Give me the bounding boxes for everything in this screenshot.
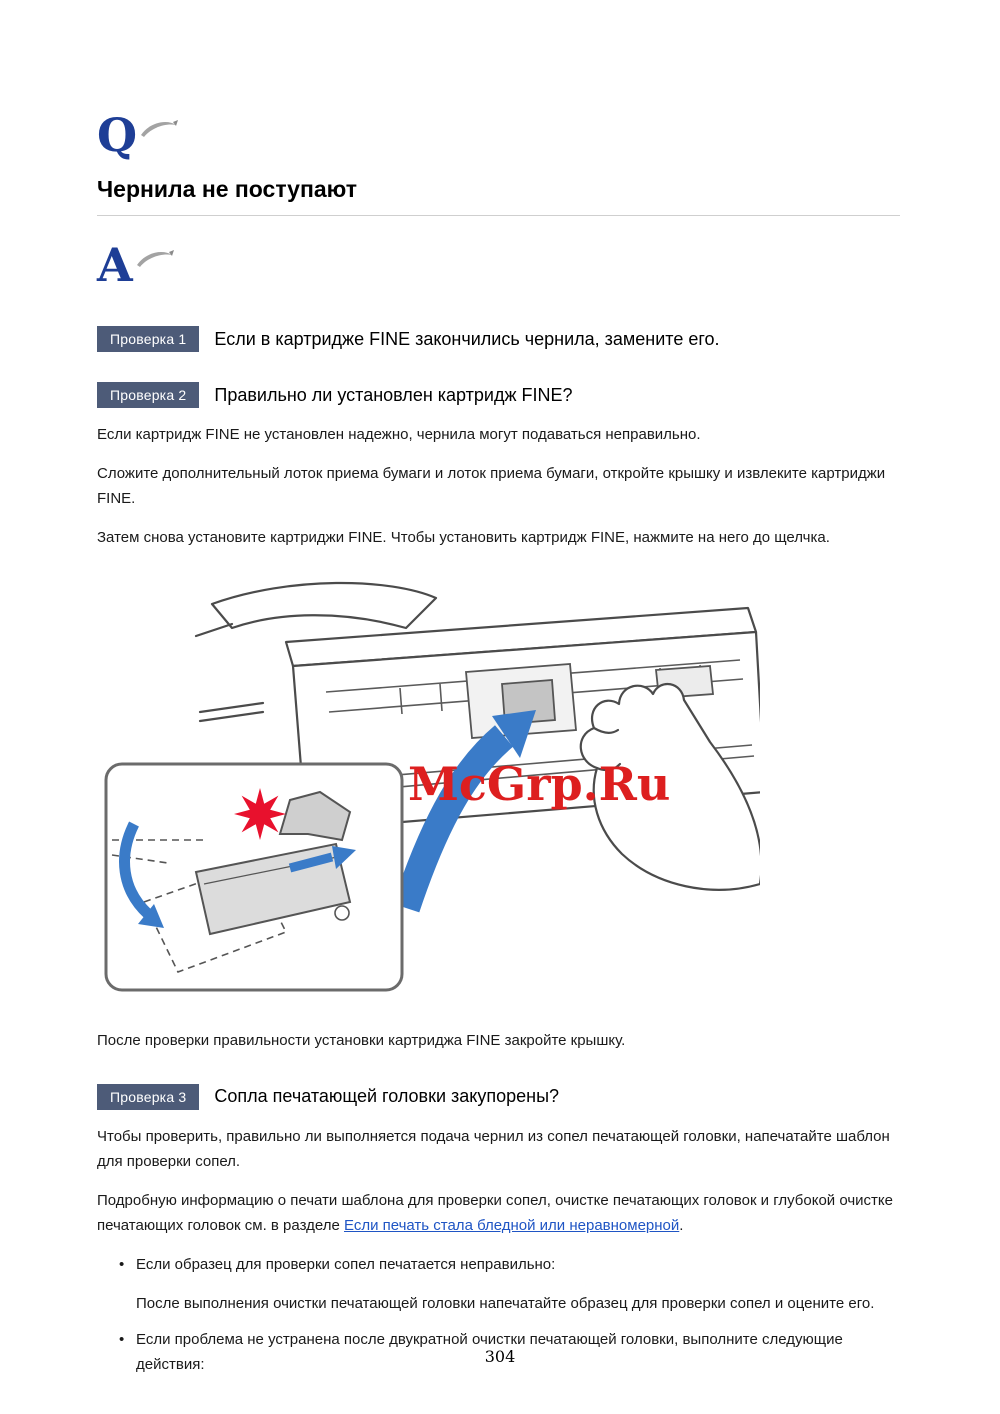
check-2-badge: Проверка 2 [97,382,199,408]
list-item [119,1252,900,1317]
pencil-swoosh-icon [135,248,175,270]
check-2 [97,382,900,408]
check-3 [97,1084,900,1110]
fading-print-link[interactable]: Если печать стала бледной или неравномерной [343,1217,680,1234]
title-divider [97,215,900,216]
link-paragraph-after: . [679,1217,684,1234]
answer-letter: A [97,238,133,292]
check-1-badge: Проверка 1 [97,326,199,352]
paragraph: Чтобы проверить, правильно ли выполняется подача чернил из сопел печатающей головки, напечатайте шаблон для проверки сопел. [97,1127,890,1170]
paragraph-with-link [97,1188,900,1239]
page-title: Чернила не поступают [97,176,357,202]
page-number: 304 [484,1347,516,1366]
link-paragraph-before: Подробную информацию о печати шаблона для проверки сопел, очистке печатающих головок и глубокой очистке печатающих головок см. в разделе [97,1191,893,1234]
check-1 [97,326,900,352]
check-3-badge: Проверка 3 [97,1084,199,1110]
question-letter: Q [97,108,138,162]
check-1-heading: Если в картридже FINE закончились чернила, замените его. [214,328,720,349]
printer-illustration [100,572,900,1002]
paragraph: Если картридж FINE не установлен надежно, чернила могут подаваться неправильно. [97,426,701,443]
answer-icon [97,238,900,296]
watermark-text: McGrp.Ru [408,757,671,811]
check-2-heading: Правильно ли установлен картридж FINE? [214,384,573,405]
paragraph: Сложите дополнительный лоток приема бумаги и лоток приема бумаги, откройте крышку и извлеките картриджи FINE. [97,464,886,507]
question-icon [97,108,900,166]
inset-box [106,764,402,990]
bullet-sub-text: После выполнения очистки печатающей головки напечатайте образец для проверки сопел и оцените его. [136,1295,875,1312]
bullet-text: Если образец для проверки сопел печатается неправильно: [136,1255,556,1273]
paragraph: После проверки правильности установки картриджа FINE закройте крышку. [97,1032,626,1049]
paragraph: Затем снова установите картриджи FINE. Чтобы установить картридж FINE, нажмите на него до щелчка. [97,528,830,546]
bullet-text: Если проблема не устранена после двукратной очистки печатающей головки, выполните следующие действия: [136,1330,843,1373]
pencil-swoosh-icon [139,118,179,140]
click-starburst [234,788,286,840]
check-3-heading: Сопла печатающей головки закупорены? [214,1086,560,1106]
